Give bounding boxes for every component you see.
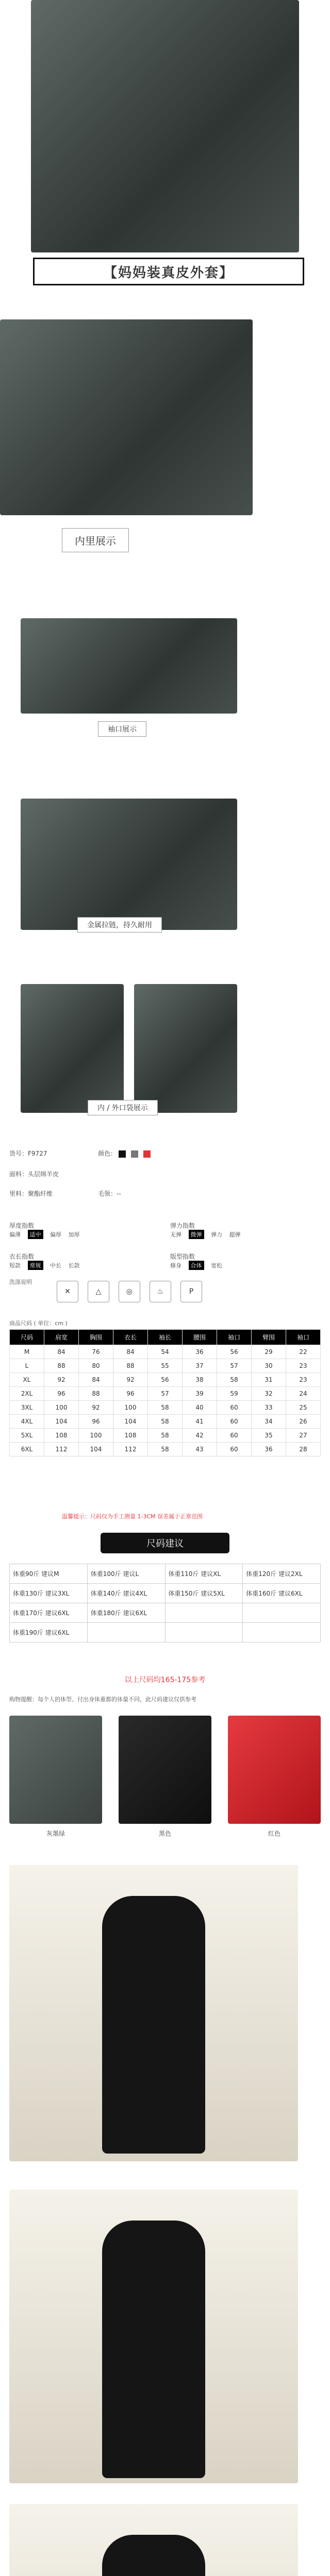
size-header: 袖口 — [286, 1330, 321, 1345]
attr-length-option: 短款 — [9, 1262, 21, 1269]
spec-color — [98, 1149, 154, 1158]
spec-fabric-value: 头层绵羊皮 — [28, 1171, 59, 1178]
size-cell: 96 — [44, 1387, 79, 1401]
size-cell: 88 — [44, 1359, 79, 1373]
size-cell: 42 — [183, 1429, 217, 1443]
recommend-cell: 体重190斤 建议6XL — [10, 1623, 88, 1642]
recommend-cell — [243, 1603, 321, 1623]
size-cell: 104 — [113, 1415, 148, 1429]
variant-photo-black — [119, 1716, 211, 1824]
size-header: 肩宽 — [44, 1330, 79, 1345]
size-note: 温馨提示：尺码仅为手工测量 1-3CM 误差属于正常范围 — [62, 1513, 203, 1520]
recommend-cell: 体重160斤 建议6XL — [243, 1584, 321, 1603]
spec-lining-value: 聚酯纤维 — [28, 1190, 53, 1197]
size-cell: 26 — [286, 1415, 321, 1429]
recommend-cell — [165, 1623, 243, 1642]
size-cell: 112 — [44, 1443, 79, 1456]
size-cell: 100 — [79, 1429, 113, 1443]
size-cell: 108 — [113, 1429, 148, 1443]
variant-photo-red — [228, 1716, 321, 1824]
hero-jacket-photo — [31, 0, 299, 252]
spec-code-value: F9727 — [28, 1150, 47, 1157]
size-cell: 84 — [113, 1345, 148, 1359]
cuff-caption — [98, 721, 146, 737]
spec-collar-value: -- — [117, 1190, 121, 1197]
attr-thickness-option: 加厚 — [68, 1231, 80, 1238]
size-cell: 108 — [44, 1429, 79, 1443]
size-cell: 92 — [113, 1373, 148, 1387]
inner-view-photo — [0, 319, 253, 515]
size-cell: 58 — [148, 1429, 183, 1443]
model-figure — [102, 2535, 205, 2576]
model-photo-3 — [9, 2504, 298, 2576]
cuff-photo — [21, 618, 237, 714]
size-header: 臂围 — [252, 1330, 286, 1345]
size-table-title: 商品尺码 ( 单位：cm ) — [9, 1320, 68, 1327]
size-header: 尺码 — [10, 1330, 44, 1345]
product-title-banner — [33, 258, 304, 285]
size-cell: 4XL — [10, 1415, 44, 1429]
model-photo-2 — [9, 2190, 298, 2483]
size-header: 胸围 — [79, 1330, 113, 1345]
model-figure — [102, 1896, 205, 2154]
attr-version-option: 宽松 — [211, 1262, 222, 1269]
recommend-row — [10, 1564, 321, 1584]
size-cell: 55 — [148, 1359, 183, 1373]
size-table — [9, 1329, 321, 1456]
size-header: 袖长 — [148, 1330, 183, 1345]
size-cell: 56 — [148, 1373, 183, 1387]
size-cell: 58 — [217, 1373, 252, 1387]
attr-elastic-option: 超弹 — [229, 1231, 241, 1238]
size-cell: 5XL — [10, 1429, 44, 1443]
wash-label: 洗涤说明 — [9, 1279, 32, 1285]
pocket-caption-text: 内 / 外口袋展示 — [97, 1104, 148, 1112]
spec-collar-label: 毛领： — [98, 1190, 117, 1197]
recommend-cell: 体重100斤 建议L — [87, 1564, 165, 1584]
color-swatch-red[interactable] — [143, 1150, 151, 1158]
attr-elastic-option-selected: 微弹 — [189, 1230, 204, 1239]
recommend-cell: 体重180斤 建议6XL — [87, 1603, 165, 1623]
attr-elastic-label: 弹力指数 — [170, 1222, 195, 1229]
recommend-cell: 体重90斤 建议M — [10, 1564, 88, 1584]
attr-thickness-option-selected: 适中 — [28, 1230, 43, 1239]
size-cell: 41 — [183, 1415, 217, 1429]
size-cell: 104 — [79, 1443, 113, 1456]
no-bleach-icon: △ — [88, 1281, 109, 1302]
size-row — [10, 1415, 321, 1429]
spec-fabric — [9, 1170, 59, 1178]
size-cell: 92 — [44, 1373, 79, 1387]
size-cell: 27 — [286, 1429, 321, 1443]
size-cell: 24 — [286, 1387, 321, 1401]
spec-collar — [98, 1189, 121, 1198]
size-cell: 2XL — [10, 1387, 44, 1401]
size-cell: 57 — [217, 1359, 252, 1373]
size-header: 衣长 — [113, 1330, 148, 1345]
size-row — [10, 1401, 321, 1415]
size-cell: 40 — [183, 1401, 217, 1415]
dry-clean-icon: P — [180, 1281, 202, 1302]
no-tumble-dry-icon: ◎ — [119, 1281, 140, 1302]
attr-elastic-option: 无弹 — [170, 1231, 182, 1238]
recommend-highlight: 以上尺码均165-175参考 — [124, 1676, 206, 1684]
recommend-cell: 体重170斤 建议6XL — [10, 1603, 88, 1623]
zipper-caption — [77, 917, 162, 933]
spec-code — [9, 1149, 47, 1158]
no-wash-icon: ✕ — [57, 1281, 78, 1302]
size-cell: 34 — [252, 1415, 286, 1429]
size-cell: 35 — [252, 1429, 286, 1443]
variant-caption: 红色 — [268, 1830, 280, 1837]
cuff-caption-text: 袖口展示 — [108, 725, 137, 734]
recommend-row — [10, 1584, 321, 1603]
size-row — [10, 1359, 321, 1373]
size-cell: 58 — [148, 1401, 183, 1415]
inner-caption-text: 内里展示 — [75, 535, 116, 547]
attr-thickness-option: 偏薄 — [9, 1231, 21, 1238]
color-swatch-grey[interactable] — [131, 1150, 138, 1158]
size-cell: 60 — [217, 1415, 252, 1429]
size-cell: 37 — [183, 1359, 217, 1373]
recommend-title: 尺码建议 — [146, 1538, 184, 1549]
spec-lining — [9, 1189, 53, 1198]
size-header: 袖口 — [217, 1330, 252, 1345]
size-cell: 96 — [113, 1387, 148, 1401]
size-row — [10, 1387, 321, 1401]
recommend-banner — [101, 1533, 229, 1553]
size-cell: L — [10, 1359, 44, 1373]
inner-caption — [62, 528, 129, 552]
size-cell: 60 — [217, 1429, 252, 1443]
pocket-caption — [88, 1100, 158, 1115]
size-cell: 88 — [113, 1359, 148, 1373]
recommend-cell: 体重120斤 建议2XL — [243, 1564, 321, 1584]
size-cell: 36 — [252, 1443, 286, 1456]
size-header: 腰围 — [183, 1330, 217, 1345]
attr-version-label: 版型指数 — [170, 1253, 195, 1260]
attr-length-label: 衣长指数 — [9, 1253, 35, 1260]
specs-section — [0, 1149, 330, 1211]
size-cell: 32 — [252, 1387, 286, 1401]
wash-section — [0, 1278, 330, 1309]
recommend-cell: 体重150斤 建议5XL — [165, 1584, 243, 1603]
color-swatch-black[interactable] — [119, 1150, 126, 1158]
model-photo-1 — [9, 1865, 298, 2161]
size-row — [10, 1443, 321, 1456]
variant-photo-grey — [9, 1716, 102, 1824]
size-cell: 29 — [252, 1345, 286, 1359]
size-cell: 43 — [183, 1443, 217, 1456]
size-cell: 23 — [286, 1373, 321, 1387]
size-cell: 112 — [113, 1443, 148, 1456]
recommend-cell: 体重110斤 建议XL — [165, 1564, 243, 1584]
model-figure — [102, 2221, 205, 2478]
attr-elastic-option: 弹力 — [211, 1231, 222, 1238]
attr-elastic-row — [170, 1221, 321, 1239]
size-row — [10, 1345, 321, 1359]
spec-color-label: 颜色： — [98, 1150, 117, 1157]
size-cell: 38 — [183, 1373, 217, 1387]
attr-version-row — [170, 1252, 321, 1270]
size-cell: 84 — [79, 1373, 113, 1387]
attr-version-option: 修身 — [170, 1262, 182, 1269]
recommend-cell — [165, 1603, 243, 1623]
size-cell: 28 — [286, 1443, 321, 1456]
size-cell: 33 — [252, 1401, 286, 1415]
size-cell: 104 — [44, 1415, 79, 1429]
size-cell: 36 — [183, 1345, 217, 1359]
spec-code-label: 货号： — [9, 1150, 28, 1157]
size-row — [10, 1373, 321, 1387]
size-cell: 100 — [113, 1401, 148, 1415]
size-cell: 56 — [217, 1345, 252, 1359]
size-cell: 76 — [79, 1345, 113, 1359]
attr-thickness-option: 偏厚 — [50, 1231, 61, 1238]
spec-lining-label: 里料： — [9, 1190, 28, 1197]
size-row — [10, 1429, 321, 1443]
product-title: 【妈妈装真皮外套】 — [103, 265, 234, 281]
hero-section — [0, 0, 330, 252]
size-cell: 23 — [286, 1359, 321, 1373]
size-cell: 92 — [79, 1401, 113, 1415]
recommend-note: 购物提醒：每个人的体型、付出身体重都的体量不同，此尺码建议仅供参考 — [9, 1696, 196, 1703]
attr-version-option-selected: 合体 — [189, 1261, 204, 1270]
size-cell: 88 — [79, 1387, 113, 1401]
size-cell: 25 — [286, 1401, 321, 1415]
pocket-photo-right — [134, 984, 237, 1113]
variant-caption: 灰墨绿 — [46, 1830, 65, 1837]
recommend-row — [10, 1623, 321, 1642]
size-cell: 58 — [148, 1415, 183, 1429]
spec-fabric-label: 面料： — [9, 1171, 28, 1178]
attr-length-option-selected: 常规 — [28, 1261, 43, 1270]
size-cell: 60 — [217, 1401, 252, 1415]
size-cell: 54 — [148, 1345, 183, 1359]
size-cell: 30 — [252, 1359, 286, 1373]
size-cell: 58 — [148, 1443, 183, 1456]
recommend-cell: 体重130斤 建议3XL — [10, 1584, 88, 1603]
attr-thickness-label: 厚度指数 — [9, 1222, 35, 1229]
size-cell: 96 — [79, 1415, 113, 1429]
recommend-cell — [87, 1623, 165, 1642]
zipper-caption-text: 金属拉链，持久耐用 — [87, 921, 152, 929]
size-cell: 80 — [79, 1359, 113, 1373]
pocket-photo-left — [21, 984, 124, 1113]
attr-length-option: 中长 — [50, 1262, 61, 1269]
size-cell: 31 — [252, 1373, 286, 1387]
iron-low-icon: ♨ — [150, 1281, 171, 1302]
size-cell: 22 — [286, 1345, 321, 1359]
size-cell: 6XL — [10, 1443, 44, 1456]
size-cell: M — [10, 1345, 44, 1359]
variant-caption: 黑色 — [158, 1830, 171, 1837]
size-cell: 59 — [217, 1387, 252, 1401]
recommend-table — [9, 1564, 321, 1642]
attr-length-option: 长款 — [68, 1262, 80, 1269]
size-cell: 57 — [148, 1387, 183, 1401]
size-cell: 39 — [183, 1387, 217, 1401]
size-cell: 3XL — [10, 1401, 44, 1415]
zipper-photo — [21, 799, 237, 930]
recommend-row — [10, 1603, 321, 1623]
size-cell: 100 — [44, 1401, 79, 1415]
size-cell: 84 — [44, 1345, 79, 1359]
size-cell: XL — [10, 1373, 44, 1387]
recommend-cell: 体重140斤 建议4XL — [87, 1584, 165, 1603]
size-cell: 60 — [217, 1443, 252, 1456]
recommend-cell — [243, 1623, 321, 1642]
